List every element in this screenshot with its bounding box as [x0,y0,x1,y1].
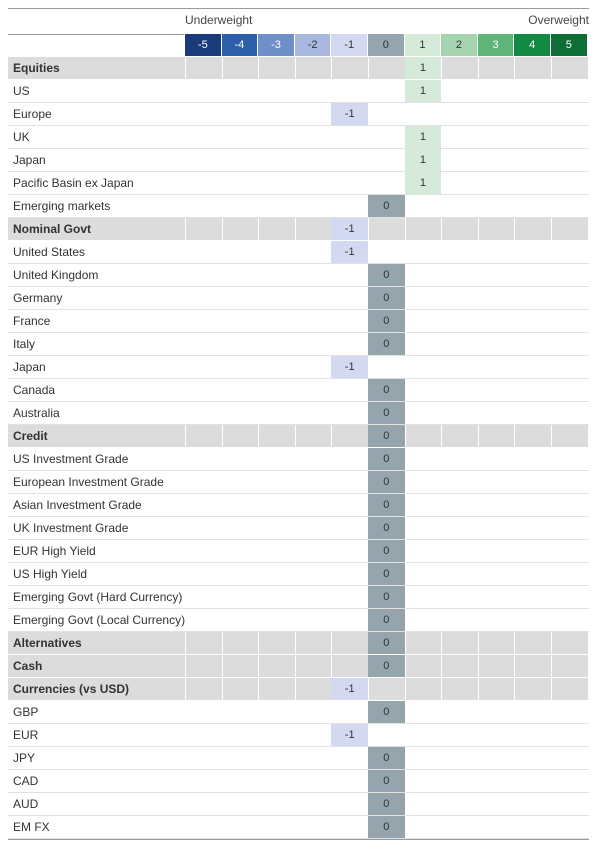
scale-cell: -3 [258,34,295,56]
table-row [8,80,589,103]
table-row [8,471,589,494]
position-mark: 0 [368,333,405,355]
grid-divider [551,632,552,654]
grid-divider [478,425,479,447]
grid-divider [185,218,186,240]
position-mark: 1 [405,126,442,148]
position-mark: 0 [368,379,405,401]
grid-divider [222,632,223,654]
section-row [8,218,589,241]
table-row [8,494,589,517]
table-row [8,264,589,287]
position-mark: -1 [331,103,368,125]
grid-divider [588,218,589,240]
scale-cell: -5 [185,34,222,56]
position-mark: -1 [331,724,368,746]
grid-divider [295,632,296,654]
table-row [8,724,589,747]
position-mark: 0 [368,287,405,309]
row-label: EUR [13,728,39,742]
grid-divider [441,218,442,240]
grid-divider [295,57,296,79]
section-row [8,57,589,80]
table-row [8,540,589,563]
allocation-rows [8,57,589,839]
row-label: France [13,314,51,328]
table-row [8,517,589,540]
grid-divider [258,57,259,79]
grid-divider [588,655,589,677]
position-mark: 0 [368,586,405,608]
grid-divider [514,678,515,700]
row-label: CAD [13,774,39,788]
grid-divider [441,655,442,677]
grid-divider [185,678,186,700]
grid-divider [185,425,186,447]
grid-divider [258,632,259,654]
table-row [8,793,589,816]
grid-divider [222,425,223,447]
grid-divider [331,655,332,677]
position-mark: 1 [405,149,442,171]
grid-divider [295,425,296,447]
grid-divider [368,57,369,79]
position-mark: 0 [368,816,405,838]
row-label: US High Yield [13,567,88,581]
row-label: US [13,84,30,98]
row-label: Pacific Basin ex Japan [13,176,134,190]
scale-cell: -4 [222,34,259,56]
position-mark: 0 [368,471,405,493]
position-mark: -1 [331,218,368,240]
row-label: Emerging Govt (Hard Currency) [13,590,183,604]
section-row [8,632,589,655]
grid-divider [441,57,442,79]
scale-cell: 4 [514,34,551,56]
position-mark: -1 [331,241,368,263]
grid-divider [222,57,223,79]
row-label: Japan [13,153,46,167]
position-mark: 0 [368,310,405,332]
grid-divider [222,218,223,240]
row-label: GBP [13,705,39,719]
section-label: Equities [13,61,60,75]
scale-cell: 2 [441,34,478,56]
table-row [8,379,589,402]
position-mark: 0 [368,747,405,769]
top-rule [8,8,589,9]
position-mark: 0 [368,195,405,217]
row-label: Emerging Govt (Local Currency) [13,613,186,627]
grid-divider [295,218,296,240]
table-row [8,586,589,609]
scale-cell: -2 [295,34,332,56]
table-row [8,816,589,839]
grid-divider [514,425,515,447]
underweight-label: Underweight [185,13,253,27]
row-label: Australia [13,406,60,420]
table-row [8,172,589,195]
row-label: Italy [13,337,36,351]
position-mark: 0 [368,425,405,447]
grid-divider [514,218,515,240]
grid-divider [331,425,332,447]
position-mark: 0 [368,609,405,631]
position-mark: 1 [405,172,442,194]
position-mark: -1 [331,678,368,700]
grid-divider [478,218,479,240]
grid-divider [258,655,259,677]
row-label: United Kingdom [13,268,99,282]
grid-divider [551,218,552,240]
grid-divider [258,425,259,447]
grid-divider [405,678,406,700]
section-label: Cash [13,659,43,673]
row-label: Canada [13,383,56,397]
table-row [8,747,589,770]
table-row [8,241,589,264]
grid-divider [588,678,589,700]
grid-divider [185,655,186,677]
grid-divider [588,632,589,654]
row-label: Emerging markets [13,199,111,213]
scale-cell: 5 [551,34,588,56]
scale-cell: 0 [368,34,405,56]
bottom-rule [8,839,589,840]
position-mark: 0 [368,632,405,654]
row-label: UK [13,130,30,144]
position-mark: 0 [368,264,405,286]
grid-divider [405,218,406,240]
section-label: Alternatives [13,636,82,650]
section-row [8,425,589,448]
row-label: JPY [13,751,36,765]
table-row [8,126,589,149]
grid-divider [368,218,369,240]
grid-divider [222,678,223,700]
scale-cell: -1 [331,34,368,56]
table-row [8,448,589,471]
grid-divider [405,632,406,654]
position-mark: 0 [368,517,405,539]
table-row [8,609,589,632]
grid-divider [514,57,515,79]
grid-divider [478,632,479,654]
section-row [8,655,589,678]
position-mark: 1 [405,80,442,102]
section-row [8,678,589,701]
table-row [8,701,589,724]
table-row [8,563,589,586]
position-mark: 0 [368,540,405,562]
position-mark: 0 [368,655,405,677]
position-mark: 1 [405,57,442,79]
table-row [8,402,589,425]
position-mark: 0 [368,402,405,424]
scale-cell: 1 [405,34,442,56]
grid-divider [368,678,369,700]
table-row [8,149,589,172]
table-row [8,770,589,793]
row-label: United States [13,245,86,259]
overweight-label: Overweight [528,13,589,27]
grid-divider [478,678,479,700]
grid-divider [551,678,552,700]
grid-divider [222,655,223,677]
grid-divider [441,678,442,700]
position-mark: -1 [331,356,368,378]
table-row [8,195,589,218]
row-label: Japan [13,360,46,374]
grid-divider [405,655,406,677]
row-label: Europe [13,107,52,121]
grid-divider [514,632,515,654]
table-row [8,287,589,310]
section-label: Currencies (vs USD) [13,682,130,696]
grid-divider [441,632,442,654]
grid-divider [551,425,552,447]
scale-bar [0,34,601,57]
position-mark: 0 [368,563,405,585]
position-mark: 0 [368,448,405,470]
grid-divider [258,218,259,240]
grid-divider [478,655,479,677]
position-mark: 0 [368,494,405,516]
grid-divider [588,57,589,79]
row-label: EM FX [13,820,50,834]
grid-divider [478,57,479,79]
section-label: Nominal Govt [13,222,92,236]
scale-lead-rule [8,34,184,58]
row-label: Germany [13,291,63,305]
grid-divider [331,632,332,654]
section-label: Credit [13,429,48,443]
grid-divider [551,655,552,677]
table-row [8,333,589,356]
table-row [8,310,589,333]
scale-cell: 3 [478,34,515,56]
position-mark: 0 [368,793,405,815]
row-label: European Investment Grade [13,475,164,489]
grid-divider [514,655,515,677]
grid-divider [258,678,259,700]
scale-header [0,10,601,30]
row-label: Asian Investment Grade [13,498,142,512]
position-mark: 0 [368,770,405,792]
grid-divider [295,655,296,677]
grid-divider [405,425,406,447]
grid-divider [551,57,552,79]
grid-divider [295,678,296,700]
row-label: US Investment Grade [13,452,129,466]
grid-divider [185,57,186,79]
grid-divider [185,632,186,654]
row-label: EUR High Yield [13,544,96,558]
grid-divider [588,425,589,447]
table-row [8,356,589,379]
grid-divider [331,57,332,79]
table-row [8,103,589,126]
grid-divider [441,425,442,447]
row-label: UK Investment Grade [13,521,129,535]
position-mark: 0 [368,701,405,723]
row-label: AUD [13,797,39,811]
